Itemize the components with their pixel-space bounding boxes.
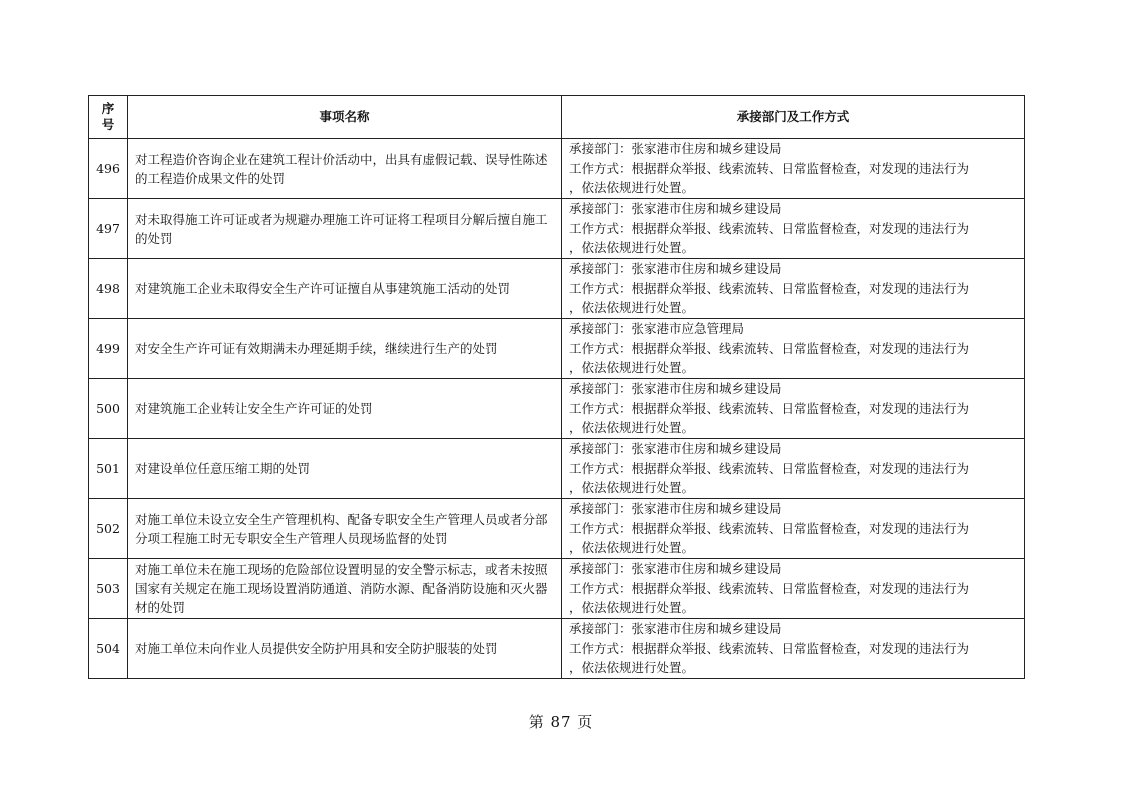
department-line: 承接部门：张家港市应急管理局 — [569, 321, 745, 337]
row-item-name: 对建筑施工企业转让安全生产许可证的处罚 — [128, 379, 562, 439]
work-method-continuation: ，依法依规进行处置。 — [569, 240, 695, 256]
item-table — [88, 95, 1025, 679]
department-line: 承接部门：张家港市住房和城乡建设局 — [569, 561, 782, 577]
work-method-line: 工作方式：根据群众举报、线索流转、日常监督检查，对发现的违法行为 — [569, 640, 970, 656]
item-table-container — [88, 95, 1024, 679]
department-line: 承接部门：张家港市住房和城乡建设局 — [569, 621, 782, 637]
row-item-name: 对建筑施工企业未取得安全生产许可证擅自从事建筑施工活动的处罚 — [128, 259, 562, 319]
department-line: 承接部门：张家港市住房和城乡建设局 — [569, 381, 782, 397]
work-method-continuation: ，依法依规进行处置。 — [569, 660, 695, 676]
row-item-name: 对工程造价咨询企业在建筑工程计价活动中，出具有虚假记载、误导性陈述的工程造价成果文件的处罚 — [128, 139, 562, 199]
row-department-method — [562, 559, 1025, 619]
row-serial-number: 498 — [89, 259, 128, 319]
header-serial-number — [89, 96, 128, 139]
row-item-name: 对施工单位未在施工现场的危险部位设置明显的安全警示标志，或者未按照国家有关规定在施工现场设置消防通道、消防水源、配备消防设施和灭火器材的处罚 — [128, 559, 562, 619]
work-method-continuation: ，依法依规进行处置。 — [569, 600, 695, 616]
table-row — [89, 559, 1025, 619]
row-serial-number: 501 — [89, 439, 128, 499]
department-line: 承接部门：张家港市住房和城乡建设局 — [569, 261, 782, 277]
table-row — [89, 619, 1025, 679]
work-method-line: 工作方式：根据群众举报、线索流转、日常监督检查，对发现的违法行为 — [569, 340, 970, 356]
work-method-continuation: ，依法依规进行处置。 — [569, 540, 695, 556]
work-method-continuation: ，依法依规进行处置。 — [569, 360, 695, 376]
row-department-method — [562, 259, 1025, 319]
work-method-continuation: ，依法依规进行处置。 — [569, 180, 695, 196]
row-serial-number: 497 — [89, 199, 128, 259]
department-line: 承接部门：张家港市住房和城乡建设局 — [569, 141, 782, 157]
row-item-name: 对施工单位未设立安全生产管理机构、配备专职安全生产管理人员或者分部分项工程施工时无专职安全生产管理人员现场监督的处罚 — [128, 499, 562, 559]
table-row — [89, 379, 1025, 439]
work-method-continuation: ，依法依规进行处置。 — [569, 480, 695, 496]
row-serial-number: 502 — [89, 499, 128, 559]
table-row — [89, 319, 1025, 379]
row-department-method — [562, 619, 1025, 679]
work-method-line: 工作方式：根据群众举报、线索流转、日常监督检查，对发现的违法行为 — [569, 160, 970, 176]
table-row — [89, 139, 1025, 199]
row-serial-number: 499 — [89, 319, 128, 379]
row-item-name: 对未取得施工许可证或者为规避办理施工许可证将工程项目分解后擅自施工的处罚 — [128, 199, 562, 259]
row-department-method — [562, 499, 1025, 559]
table-header — [89, 96, 1025, 139]
row-department-method — [562, 199, 1025, 259]
work-method-line: 工作方式：根据群众举报、线索流转、日常监督检查，对发现的违法行为 — [569, 220, 970, 236]
work-method-line: 工作方式：根据群众举报、线索流转、日常监督检查，对发现的违法行为 — [569, 520, 970, 536]
table-row — [89, 439, 1025, 499]
row-serial-number: 496 — [89, 139, 128, 199]
department-line: 承接部门：张家港市住房和城乡建设局 — [569, 201, 782, 217]
row-department-method — [562, 379, 1025, 439]
header-department-method: 承接部门及工作方式 — [562, 96, 1025, 139]
row-item-name: 对安全生产许可证有效期满未办理延期手续，继续进行生产的处罚 — [128, 319, 562, 379]
work-method-continuation: ，依法依规进行处置。 — [569, 300, 695, 316]
table-row — [89, 259, 1025, 319]
row-department-method — [562, 319, 1025, 379]
work-method-line: 工作方式：根据群众举报、线索流转、日常监督检查，对发现的违法行为 — [569, 460, 970, 476]
table-row — [89, 499, 1025, 559]
department-line: 承接部门：张家港市住房和城乡建设局 — [569, 441, 782, 457]
header-serial-number-text: 序号 — [101, 101, 115, 132]
work-method-line: 工作方式：根据群众举报、线索流转、日常监督检查，对发现的违法行为 — [569, 580, 970, 596]
row-department-method — [562, 439, 1025, 499]
department-line: 承接部门：张家港市住房和城乡建设局 — [569, 501, 782, 517]
work-method-continuation: ，依法依规进行处置。 — [569, 420, 695, 436]
row-serial-number: 500 — [89, 379, 128, 439]
table-header-row — [89, 96, 1025, 139]
row-department-method — [562, 139, 1025, 199]
row-item-name: 对施工单位未向作业人员提供安全防护用具和安全防护服装的处罚 — [128, 619, 562, 679]
row-serial-number: 503 — [89, 559, 128, 619]
table-body — [89, 139, 1025, 679]
work-method-line: 工作方式：根据群众举报、线索流转、日常监督检查，对发现的违法行为 — [569, 400, 970, 416]
table-row — [89, 199, 1025, 259]
row-item-name: 对建设单位任意压缩工期的处罚 — [128, 439, 562, 499]
header-item-name: 事项名称 — [128, 96, 562, 139]
row-serial-number: 504 — [89, 619, 128, 679]
page-number: 第 87 页 — [528, 713, 594, 731]
work-method-line: 工作方式：根据群众举报、线索流转、日常监督检查，对发现的违法行为 — [569, 280, 970, 296]
